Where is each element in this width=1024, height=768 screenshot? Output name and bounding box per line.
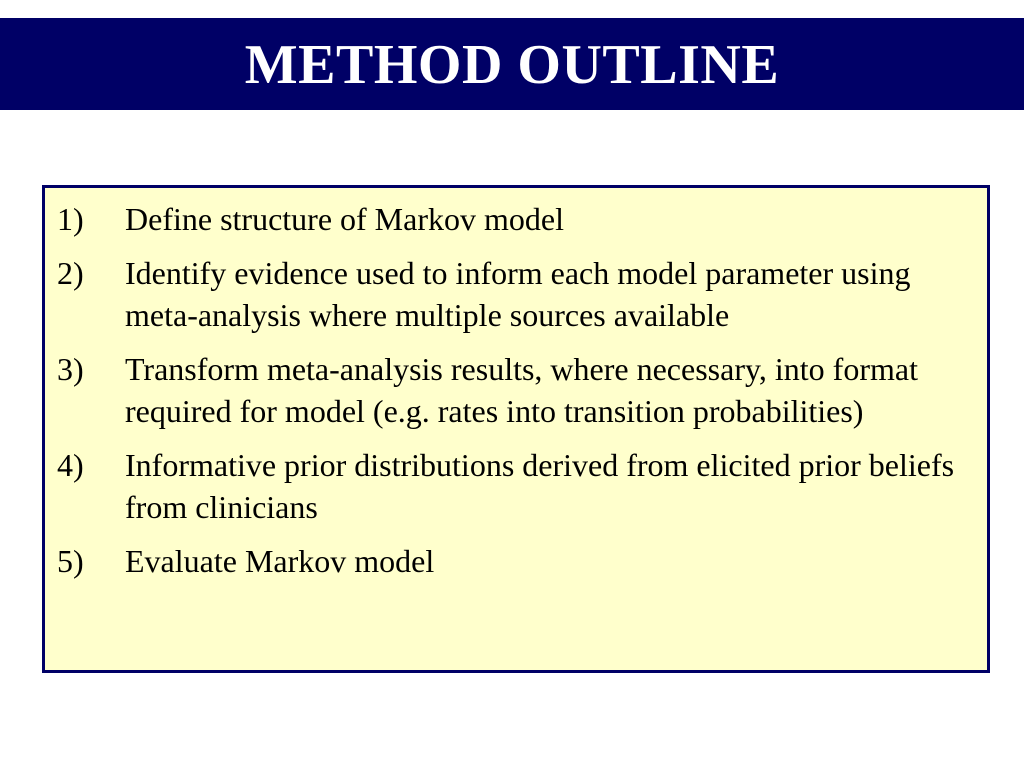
outline-item-3: [45, 348, 975, 432]
outline-item-4: [45, 444, 975, 528]
method-outline-box: [42, 185, 990, 673]
item-number: 1): [57, 201, 84, 237]
item-number: 2): [57, 255, 84, 291]
outline-item-2: [45, 252, 975, 336]
item-text: Evaluate Markov model: [125, 543, 435, 579]
item-number: 4): [57, 447, 84, 483]
item-number: 3): [57, 351, 84, 387]
item-text: Transform meta-analysis results, where necessary, into format required for model (e.g. rates into transition probabilities): [125, 351, 918, 429]
method-outline-list: [45, 198, 975, 582]
item-text: Informative prior distributions derived from elicited prior beliefs from clinicians: [125, 447, 955, 525]
title-bar: [0, 18, 1024, 110]
outline-item-5: [45, 540, 975, 582]
item-text: Identify evidence used to inform each model parameter using meta-analysis where multiple sources available: [125, 255, 911, 333]
item-number: 5): [57, 543, 84, 579]
item-text: Define structure of Markov model: [125, 201, 564, 237]
outline-item-1: [45, 198, 975, 240]
slide-title: METHOD OUTLINE: [244, 34, 780, 96]
